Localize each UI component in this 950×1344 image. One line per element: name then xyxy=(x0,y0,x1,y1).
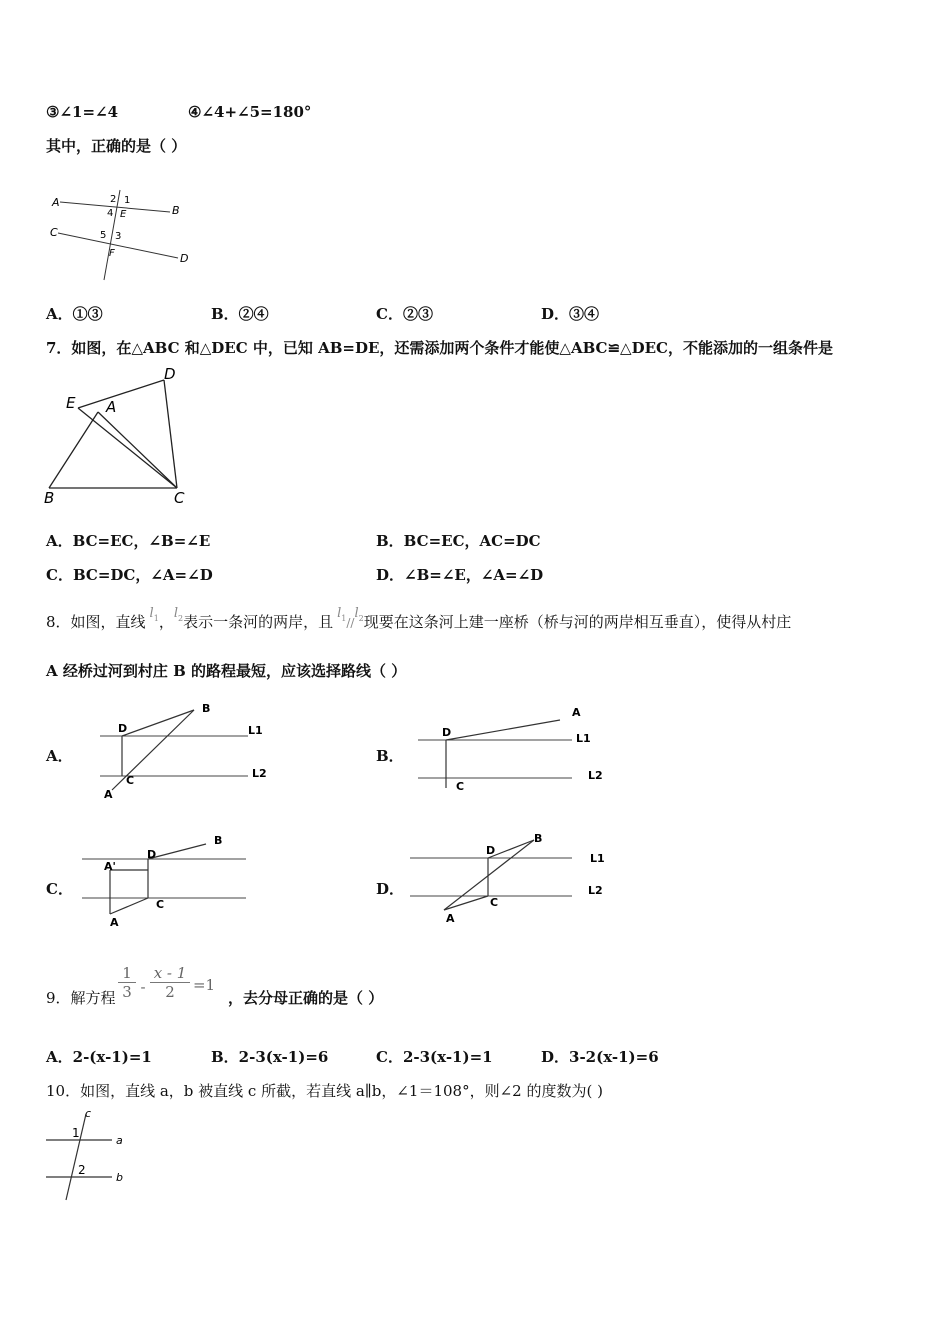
q8c-label-c: C xyxy=(156,898,165,911)
q8-l1-again: l xyxy=(337,606,342,621)
q8a-label-d: D xyxy=(118,722,128,735)
q8a-label-a: A xyxy=(104,788,113,801)
q8-l1: l xyxy=(149,606,154,621)
q9-prefix-text: 9．解方程 xyxy=(46,989,116,1007)
q6-figure xyxy=(46,186,196,286)
q6-angle-1: 1 xyxy=(124,195,131,206)
q9-fraction-2 xyxy=(150,964,190,1001)
q7-label-c: C xyxy=(174,489,185,507)
q9-choice-a: A．2-(x-1)=1 xyxy=(46,1048,152,1066)
q8-sep: ， xyxy=(158,613,174,631)
q9-frac1-den: 3 xyxy=(118,982,136,1001)
q8d-label-l1: L1 xyxy=(590,852,605,865)
q8-figure-c xyxy=(80,830,260,930)
q8-figure-a xyxy=(96,700,286,805)
q8-parallel: // xyxy=(346,616,355,630)
q6-prompt: 其中，正确的是（ ） xyxy=(46,137,187,155)
q8-l1-sub: 1 xyxy=(153,614,159,623)
q8b-label-a: A xyxy=(572,706,581,719)
q10-label-a: a xyxy=(116,1134,123,1147)
q8-choice-a-label: A． xyxy=(46,747,73,765)
q8-l2-again: l xyxy=(354,606,359,621)
q9-frac1-num: 1 xyxy=(122,964,132,982)
q10-figure xyxy=(44,1108,134,1203)
q8b-label-c: C xyxy=(456,780,465,793)
q6-angle-2: 2 xyxy=(110,194,117,205)
q8-stem-line2: A 经桥过河到村庄 B 的路程最短，应该选择路线（ ） xyxy=(46,662,407,680)
q8-l2-sub: 2 xyxy=(178,614,184,623)
q8c-label-b: B xyxy=(214,834,223,847)
q6-label-d: D xyxy=(180,252,189,265)
q8-l2: l xyxy=(173,606,178,621)
q7-label-e: E xyxy=(66,394,76,412)
q8-stem-part3: 现要在这条河上建一座桥（桥与河的两岸相互垂直），使得从村庄 xyxy=(363,613,792,631)
q6-angle-5: 5 xyxy=(100,230,107,241)
q8b-label-d: D xyxy=(442,726,452,739)
q10-stem: 10．如图，直线 a，b 被直线 c 所截，若直线 a∥b，∠1＝108°，则∠2 的度数为( ) xyxy=(46,1082,603,1100)
q6-choice-a: A．①③ xyxy=(46,305,103,323)
q8d-label-c: C xyxy=(490,896,499,909)
q6-choice-d: D．③④ xyxy=(541,305,600,323)
q8-l2-again-sub: 2 xyxy=(358,614,364,623)
q6-label-f: F xyxy=(109,248,115,259)
q8-choice-d-label: D． xyxy=(376,880,405,898)
q8d-label-a: A xyxy=(446,912,455,925)
q8-figure-d xyxy=(406,826,606,926)
q9-frac2-den: 2 xyxy=(150,982,190,1001)
q8-number-text: 8．如图，直线 xyxy=(46,613,146,631)
q8d-label-l2: L2 xyxy=(588,884,603,897)
q8d-label-d: D xyxy=(486,844,496,857)
q9-choice-d: D．3-2(x-1)=6 xyxy=(541,1048,659,1066)
q6-angle-4: 4 xyxy=(107,208,114,219)
q7-stem: 7．如图，在△ABC 和△DEC 中，已知 AB=DE，还需添加两个条件才能使△ABC≌△DEC，不能添加的一组条件是 xyxy=(46,339,833,357)
q8-stem-line1 xyxy=(46,606,792,639)
q8c-label-d: D xyxy=(147,848,157,861)
q10-label-b: b xyxy=(116,1171,123,1184)
q7-label-a: A xyxy=(106,398,117,416)
q8a-label-l1: L1 xyxy=(248,724,263,737)
q9-frac2-num: x - 1 xyxy=(153,964,187,982)
q8b-label-l2: L2 xyxy=(588,769,603,782)
q9-choice-b: B．2-3(x-1)=6 xyxy=(211,1048,329,1066)
q8c-label-a: A xyxy=(110,916,119,929)
q8a-label-b: B xyxy=(202,702,211,715)
q7-label-d: D xyxy=(164,365,176,383)
q10-label-c: c xyxy=(85,1107,92,1120)
q6-label-e: E xyxy=(120,209,127,220)
q9-equals: =1 xyxy=(192,976,216,994)
q6-option-4: ④∠4+∠5=180° xyxy=(188,103,312,121)
q8c-label-a-prime: A' xyxy=(104,860,116,873)
q9-fraction-1 xyxy=(118,964,136,1001)
q7-choice-c: C．BC=DC，∠A=∠D xyxy=(46,566,213,584)
q10-angle-2: 2 xyxy=(78,1163,86,1177)
q6-label-c: C xyxy=(50,226,58,239)
q7-choice-a: A．BC=EC，∠B=∠E xyxy=(46,532,211,550)
q8-choice-b-label: B． xyxy=(376,747,404,765)
q8d-label-b: B xyxy=(534,832,543,845)
q9-stem-suffix: ，去分母正确的是（ ） xyxy=(228,989,384,1007)
q8a-label-l2: L2 xyxy=(252,767,267,780)
q9-choice-c: C．2-3(x-1)=1 xyxy=(376,1048,493,1066)
q6-choice-b: B．②④ xyxy=(211,305,269,323)
q6-option-3: ③∠1=∠4 xyxy=(46,103,119,121)
q6-angle-3: 3 xyxy=(115,231,122,242)
q6-choice-c: C．②③ xyxy=(376,305,433,323)
q7-choice-b: B．BC=EC，AC=DC xyxy=(376,532,541,550)
q8-choice-c-label: C． xyxy=(46,880,73,898)
q7-figure xyxy=(40,364,200,506)
q10-angle-1: 1 xyxy=(72,1126,80,1140)
q6-label-b: B xyxy=(172,204,180,217)
q8a-label-c: C xyxy=(126,774,135,787)
q6-label-a: A xyxy=(52,196,60,209)
q7-choice-d: D．∠B=∠E，∠A=∠D xyxy=(376,566,544,584)
q9-stem-prefix xyxy=(46,988,116,1008)
q8-stem-part2: 表示一条河的两岸，且 xyxy=(183,613,334,631)
q8-l1-again-sub: 1 xyxy=(341,614,347,623)
q8b-label-l1: L1 xyxy=(576,732,591,745)
q8-figure-b xyxy=(412,700,612,800)
q9-minus: - xyxy=(140,978,146,996)
q7-label-b: B xyxy=(44,489,55,507)
